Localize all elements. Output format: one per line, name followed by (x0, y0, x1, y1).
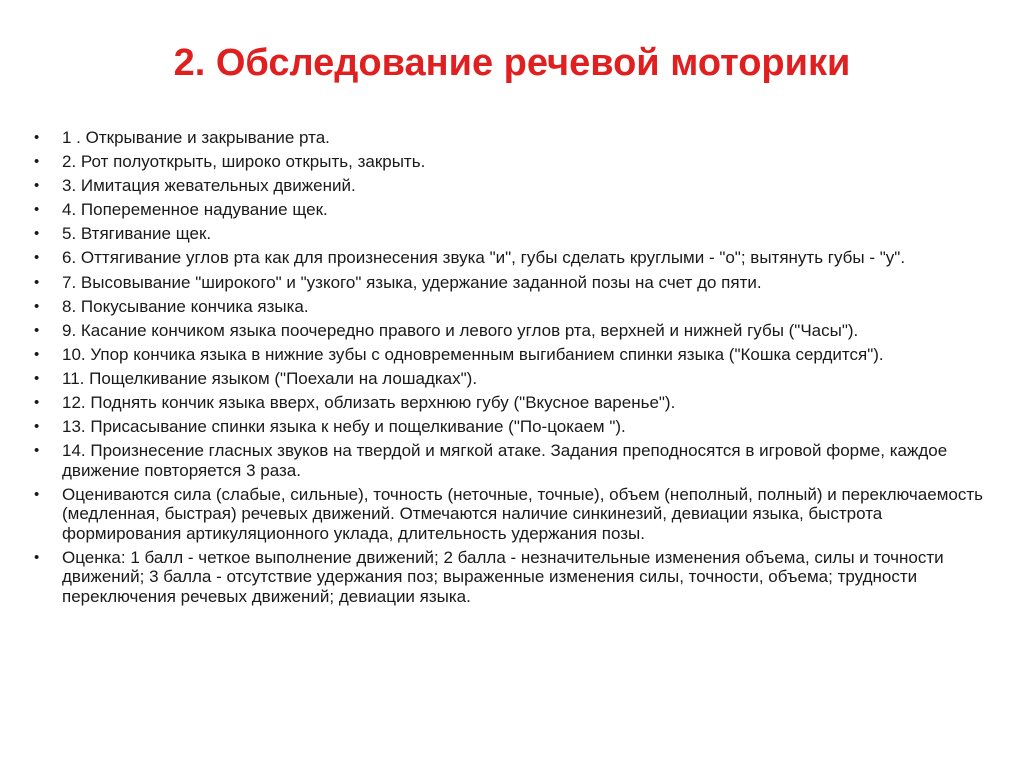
bullet-icon: • (34, 129, 40, 146)
list-item-text: 6. Оттягивание углов рта как для произнесения звука "и", губы сделать круглыми - "о"; вытянуть губы - "у". (62, 248, 906, 268)
bullet-icon: • (34, 369, 40, 387)
list-item-text: 5. Втягивание щек. (62, 224, 212, 244)
list-item-text: 4. Попеременное надувание щек. (62, 200, 328, 220)
list-item-text: 1 . Открывание и закрывание рта. (62, 128, 330, 147)
list-item (30, 548, 995, 607)
list-item (30, 485, 995, 544)
list-item-text: 13. Присасывание спинки языка к небу и пощелкивание ("По-цокаем "). (62, 417, 626, 437)
bullet-icon: • (34, 297, 40, 315)
bullet-icon: • (34, 345, 40, 363)
bullet-icon: • (34, 394, 40, 412)
bullet-icon: • (34, 153, 40, 171)
list-item-text: 11. Пощелкивание языком ("Поехали на лошадках"). (62, 368, 478, 388)
page-title: 2. Обследование речевой моторики (173, 42, 851, 84)
list-item (30, 345, 995, 365)
list-item (30, 273, 995, 293)
list-item (30, 297, 995, 317)
bullet-icon: • (34, 249, 40, 267)
list-item (30, 417, 995, 437)
bullet-list (30, 128, 995, 611)
list-item-text: Оцениваются сила (слабые, сильные), точность (неточные, точные), объем (неполный, полный) и переключаемость (медленная, быстрая) речевых движений. Отмечаются наличие синкинезий, девиации языка, быстрота формирования артикуляционного уклада, длительность удержания позы. (62, 484, 983, 543)
bullet-icon: • (34, 321, 40, 339)
bullet-icon: • (34, 177, 40, 195)
list-item-text: 8. Покусывание кончика языка. (62, 296, 309, 316)
list-item (30, 176, 995, 196)
bullet-icon: • (34, 273, 40, 291)
bullet-icon: • (34, 418, 40, 436)
list-item (30, 224, 995, 244)
list-item (30, 248, 995, 268)
list-item-text: 7. Высовывание "широкого" и "узкого" языка, удержание заданной позы на счет до пяти. (62, 272, 762, 292)
bullet-icon: • (34, 548, 40, 566)
list-item-text: Оценка: 1 балл - четкое выполнение движений; 2 балла - незначительные изменения объема, силы и точности движений; 3 балла - отсутствие удержания поз; выраженные изменения силы, точности, объема; трудности переключения речевых движений; девиации языка. (62, 547, 944, 606)
bullet-icon: • (34, 442, 40, 460)
list-item-text: 2. Рот полуоткрыть, широко открыть, закрыть. (62, 152, 426, 172)
list-item (30, 200, 995, 220)
list-item (30, 152, 995, 172)
list-item-text: 14. Произнесение гласных звуков на твердой и мягкой атаке. Задания преподносятся в игровой форме, каждое движение повторяется 3 раза. (62, 441, 948, 480)
list-item (30, 369, 995, 389)
list-item-text: 9. Касание кончиком языка поочередно правого и левого углов рта, верхней и нижней губы ("Часы"). (62, 320, 859, 340)
list-item (30, 128, 995, 148)
list-item-text: 10. Упор кончика языка в нижние зубы с одновременным выгибанием спинки языка ("Кошка сердится"). (62, 344, 884, 364)
bullet-icon: • (34, 485, 40, 503)
bullet-icon: • (34, 201, 40, 219)
list-item (30, 321, 995, 341)
bullet-icon: • (34, 225, 40, 243)
list-item (30, 441, 995, 480)
list-item (30, 393, 995, 413)
list-item-text: 12. Поднять кончик языка вверх, облизать верхнюю губу ("Вкусное варенье"). (62, 393, 676, 413)
list-item-text: 3. Имитация жевательных движений. (62, 176, 356, 196)
